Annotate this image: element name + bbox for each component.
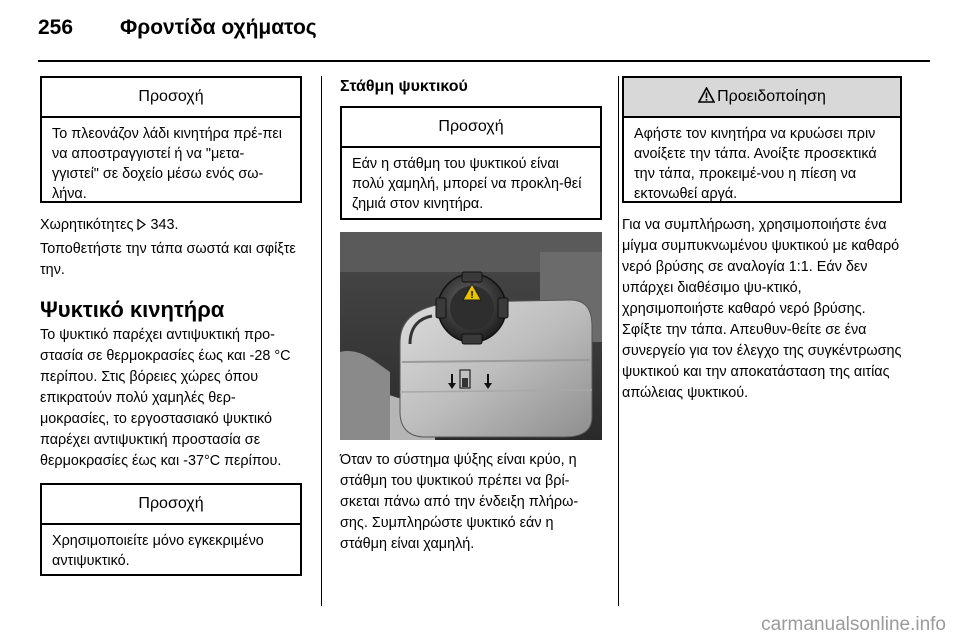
caution-box-level (340, 106, 602, 220)
caution-title: Προσοχή (342, 108, 600, 148)
warning-text: Αφήστε τον κινητήρα να κρυώσει πριν ανοίξετε την τάπα. Ανοίξτε προσεκτικά την τάπα, προκειμέ-νου η πίεση να εκτονωθεί αργά. (634, 126, 877, 202)
column-divider-1 (321, 76, 322, 606)
subtitle-coolant-level: Στάθμη ψυκτικού (340, 78, 468, 95)
coolant-reservoir-photo (340, 232, 602, 440)
coolant-mixture-instructions: Για να συμπλήρωση, χρησιμοποιήστε ένα μίγμα συμπυκνωμένου ψυκτικού με καθαρό νερό βρύσης σε αναλογία 1:1. Εάν δεν υπάρχει διαθέσιμο ψυ-κτικό, χρησιμοποιήστε καθαρό νερό βρύσης. Σφίξτε την τάπα. Απευθυν-θείτε σε ένα συνεργείο για τον έλεγχο της συγκέντρωσης ψυκτικού και την αποκατάσταση της αιτίας απώλειας ψυκτικού. (622, 217, 902, 401)
warning-title (624, 78, 900, 118)
caution-title: Προσοχή (42, 485, 300, 525)
coolant-description: Το ψυκτικό παρέχει αντιψυκτική προ-στασία σε θερμοκρασίες έως και -28 °C περίπου. Στις βόρειες χώρες όπου επικρατούν πολύ χαμηλές θερ-μοκρασίες, το εργοστασιακό ψυκτικό παρέχει αντιψυκτική προστασία σε θερμοκρασίες έως και -37°C περίπου. (40, 327, 291, 469)
caution-title: Προσοχή (42, 78, 300, 118)
caution-box-oil (40, 76, 302, 203)
warning-triangle-icon (698, 80, 715, 118)
capacities-reference (40, 215, 302, 236)
caution-text: Το πλεονάζον λάδι κινητήρα πρέ-πει να αποστραγγιστεί ή να "μετα-γγιστεί" σε δοχείο μέσω ενός σω-λήνα. (52, 126, 282, 202)
column-divider-2 (618, 76, 619, 606)
coolant-reservoir-illustration (340, 232, 602, 440)
capacities-page: 343. (150, 217, 179, 233)
warning-title-text: Προειδοποίηση (717, 88, 826, 105)
page-title: Φροντίδα οχήματος (120, 16, 317, 39)
page-ref-icon (137, 217, 150, 233)
caution-text: Εάν η στάθμη του ψυκτικού είναι πολύ χαμηλή, μπορεί να προκλη-θεί ζημιά στον κινητήρα. (352, 156, 582, 212)
header-rule (38, 60, 930, 62)
column-3 (622, 76, 902, 404)
caution-box-antifreeze (40, 483, 302, 576)
caution-text: Χρησιμοποιείτε μόνο εγκεκριμένο αντιψυκτικό. (52, 533, 264, 569)
capacities-label: Χωρητικότητες (40, 217, 134, 233)
page-number: 256 (38, 16, 74, 39)
column-2 (340, 76, 602, 555)
watermark: carmanualsonline.info (761, 614, 946, 635)
section-title-coolant: Ψυκτικό κινητήρα (40, 297, 225, 322)
coolant-level-instructions: Όταν το σύστημα ψύξης είναι κρύο, η στάθμη του ψυκτικού πρέπει να βρί-σκεται πάνω από την ένδειξη πλήρω-σης. Συμπληρώστε ψυκτικό εάν η στάθμη είναι χαμηλή. (340, 452, 579, 552)
warning-box (622, 76, 902, 203)
cap-instruction: Τοποθετήστε την τάπα σωστά και σφίξτε την. (40, 241, 296, 278)
column-1 (40, 76, 302, 576)
svg-text:!: ! (470, 290, 474, 301)
